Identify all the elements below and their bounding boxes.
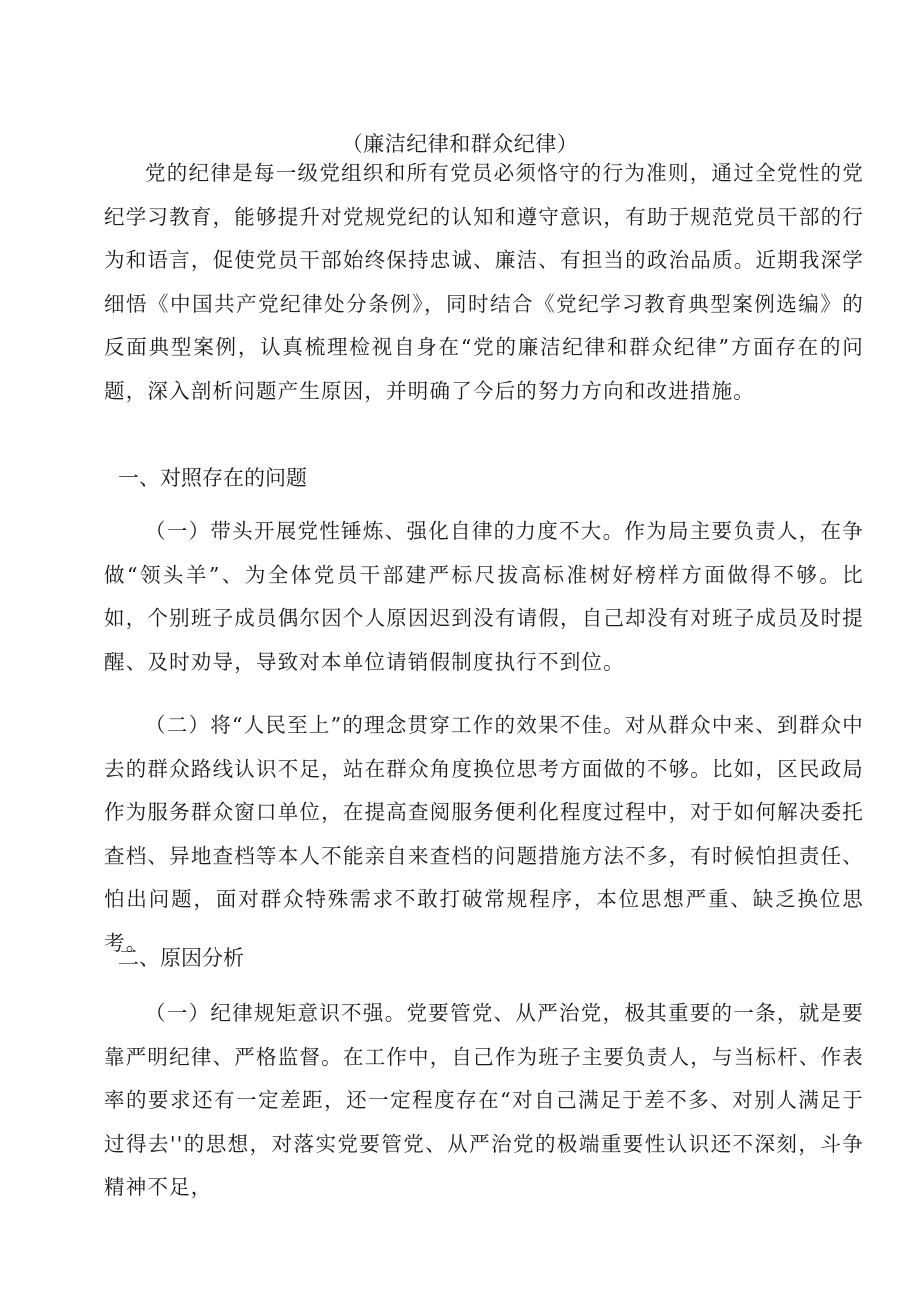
- section-heading-causes: 二、原因分析: [118, 946, 244, 970]
- document-title: （廉洁纪律和群众纪律）: [341, 132, 579, 156]
- intro-paragraph: 党的纪律是每一级党组织和所有党员必须恪守的行为准则，通过全党性的党纪学习教育，能够提升对党规党纪的认知和遵守意识，有助于规范党员干部的行为和语言，促使党员干部始终保持忠诚、廉洁、有担当的政治品质。近期我深学细悟《中国共产党纪律处分条例》，同时结合《党纪学习教育典型案例选编》的反面典型案例，认真梳理检视自身在“党的廉洁纪律和群众纪律”方面存在的问题，深入剖析问题产生原因，并明确了今后的努力方向和改进措施。: [104, 161, 864, 403]
- problem-paragraph-1: （一）带头开展党性锤炼、强化自律的力度不大。作为局主要负责人，在争做“领头羊”、为全体党员干部建严标尺拔高标准树好榜样方面做得不够。比如，个别班子成员偶尔因个人原因迟到没有请假，自己却没有对班子成员及时提醒、及时劝导，导致对本单位请销假制度执行不到位。: [104, 519, 864, 674]
- cause-paragraph-1: （一）纪律规矩意识不强。党要管党、从严治党，极其重要的一条，就是要靠严明纪律、严格监督。在工作中，自己作为班子主要负责人，与当标杆、作表率的要求还有一定差距，还一定程度存在“对自己满足于差不多、对别人满足于过得去''的思想，对落实党要管党、从严治党的极端重要性认识还不深刻，斗争精神不足，: [104, 1001, 864, 1199]
- problem-paragraph-2: （二）将“人民至上”的理念贯穿工作的效果不佳。对从群众中来、到群众中去的群众路线认识不足，站在群众角度换位思考方面做的不够。比如，区民政局作为服务群众窗口单位，在提高查阅服务便利化程度过程中，对于如何解决委托查档、异地查档等本人不能亲自来查档的问题措施方法不多，有时候怕担责任、怕出问题，面对群众特殊需求不敢打破常规程序，本位思想严重、缺乏换位思考。: [104, 713, 864, 955]
- section-heading-problems: 一、对照存在的问题: [118, 466, 307, 490]
